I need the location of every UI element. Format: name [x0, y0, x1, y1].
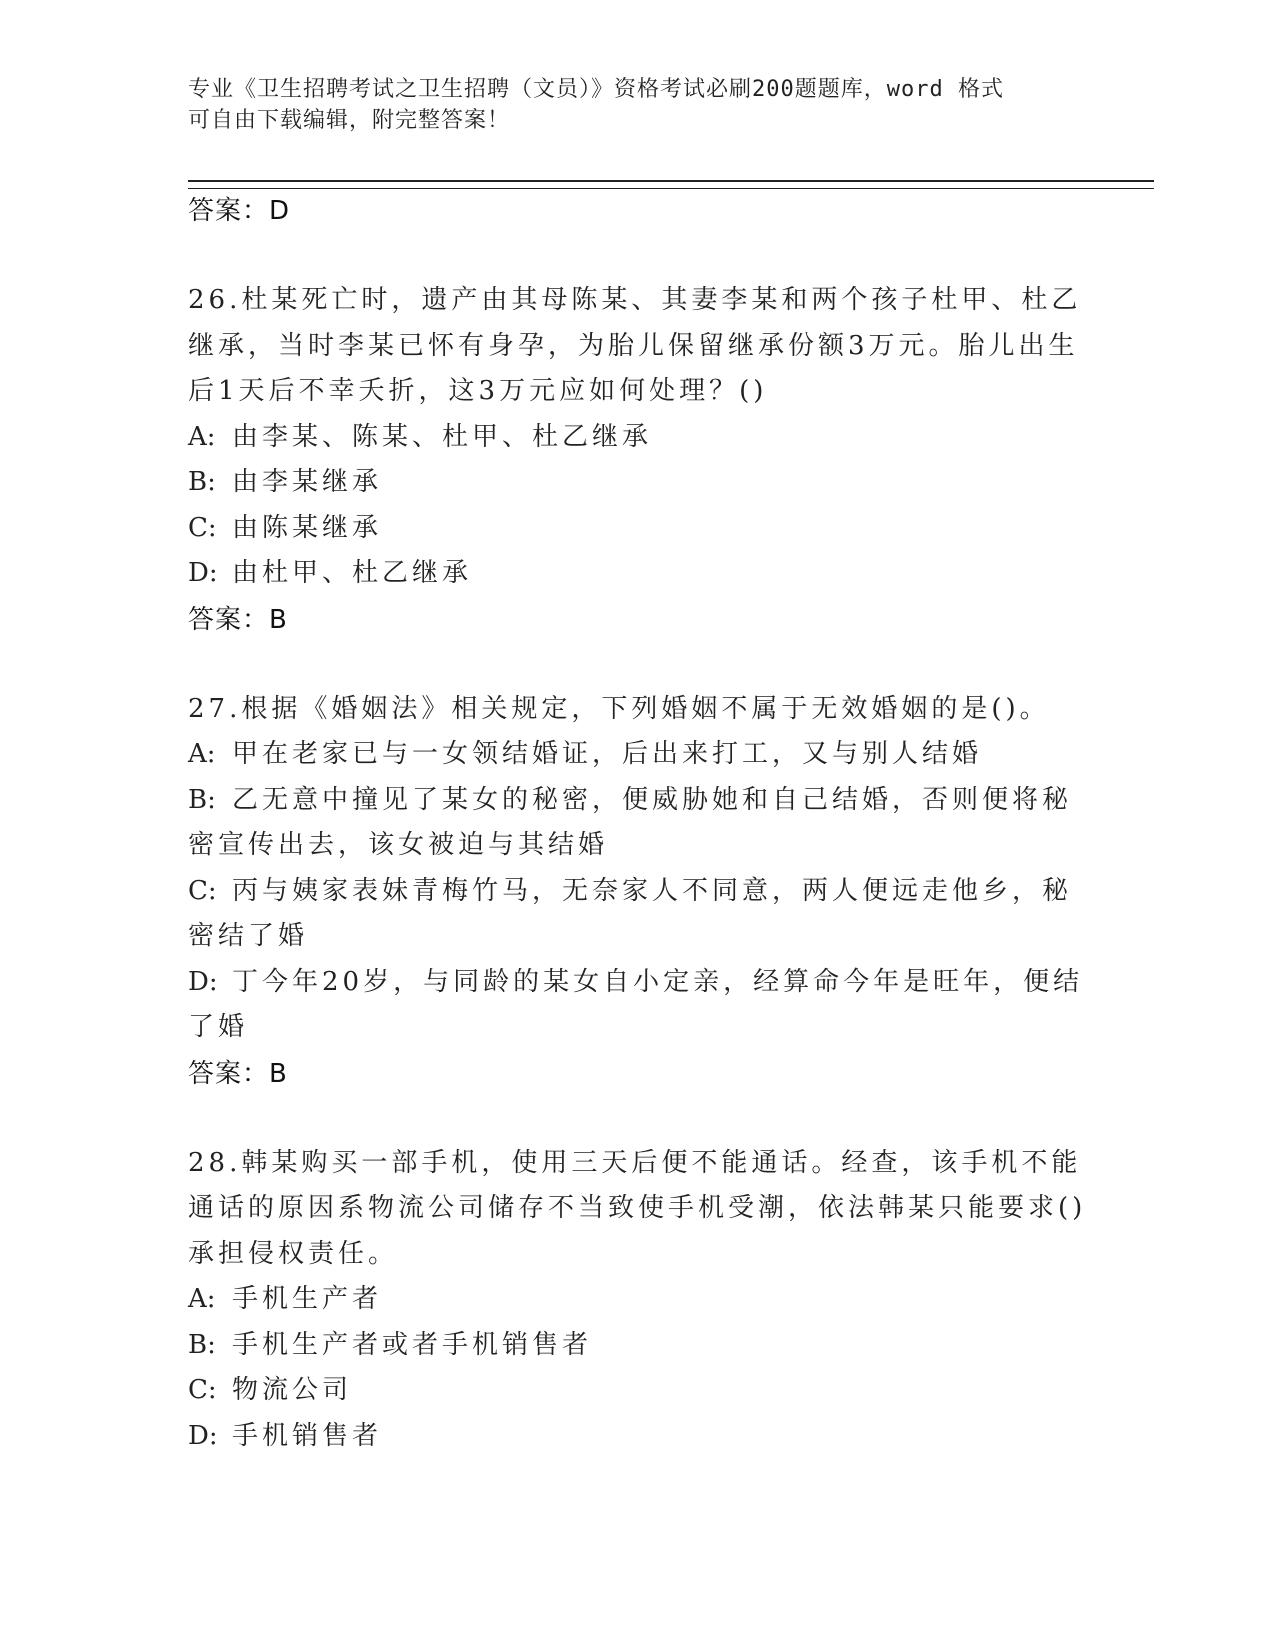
option-a [188, 1277, 1088, 1323]
option-text: 物流公司 [232, 1375, 353, 1405]
answer-line: 答案：B [188, 604, 288, 635]
header-line-2: 可自由下载编辑，附完整答案！ [188, 108, 511, 133]
option-text: 手机销售者 [232, 1420, 383, 1451]
option-letter: B: [188, 1329, 216, 1360]
option-text: 乙无意中撞见了某女的秘密，便威胁她和自己结婚，否则便将秘密宣传出去，该女被迫与其结婚 [188, 784, 1073, 860]
option-letter: C: [188, 512, 217, 543]
option-text: 由李某、陈某、杜甲、杜乙继承 [232, 421, 653, 452]
answer-line: 答案：D [188, 196, 291, 226]
option-text: 丙与姨家表妹青梅竹马，无奈家人不同意，两人便远走他乡，秘密结了婚 [188, 875, 1073, 951]
option-c [188, 869, 1088, 960]
option-letter: B: [188, 467, 216, 497]
option-text: 由杜甲、杜乙继承 [232, 558, 473, 588]
document-body [188, 188, 1088, 1459]
option-text: 丁今年20岁，与同龄的某女自小定亲，经算命今年是旺年，便结了婚 [188, 966, 1084, 1042]
option-b [188, 778, 1088, 869]
option-letter: D: [188, 966, 218, 997]
option-c [188, 506, 1088, 552]
question-item [188, 278, 1088, 643]
option-letter: A: [188, 1284, 216, 1314]
answer-line: 答案：B [188, 1058, 288, 1089]
option-a [188, 732, 1088, 778]
document-header [188, 74, 1068, 136]
option-letter: B: [188, 784, 216, 815]
option-text: 由陈某继承 [232, 512, 383, 543]
option-letter: D: [188, 1420, 218, 1451]
option-d [188, 960, 1088, 1051]
option-text: 由李某继承 [232, 467, 383, 497]
option-d [188, 551, 1088, 597]
option-text: 手机生产者或者手机销售者 [232, 1329, 593, 1360]
option-text: 手机生产者 [232, 1284, 383, 1314]
option-letter: C: [188, 875, 217, 906]
question-item [188, 1141, 1088, 1460]
option-b [188, 1323, 1088, 1369]
option-letter: A: [188, 421, 216, 452]
option-a [188, 415, 1088, 461]
option-letter: C: [188, 1375, 217, 1405]
option-c [188, 1368, 1088, 1414]
option-b [188, 460, 1088, 506]
option-letter: D: [188, 558, 218, 588]
option-text: 甲在老家已与一女领结婚证，后出来打工，又与别人结婚 [232, 739, 983, 769]
question-stem: 28.韩某购买一部手机，使用三天后便不能通话。经查，该手机不能通话的原因系物流公司储存不当致使手机受潮，依法韩某只能要求()承担侵权责任。 [188, 1147, 1087, 1269]
question-stem: 26.杜某死亡时，遗产由其母陈某、其妻李某和两个孩子杜甲、杜乙继承，当时李某已怀有身孕，为胎儿保留继承份额3万元。胎儿出生后1天后不幸夭折，这3万元应如何处理？() [188, 285, 1082, 406]
option-d [188, 1414, 1088, 1460]
question-stem: 27.根据《婚姻法》相关规定，下列婚姻不属于无效婚姻的是()。 [188, 693, 1050, 724]
header-line-1: 专业《卫生招聘考试之卫生招聘（文员）》资格考试必刷200题题库，word 格式 [188, 77, 1004, 102]
question-item [188, 687, 1088, 1097]
option-letter: A: [188, 739, 216, 769]
